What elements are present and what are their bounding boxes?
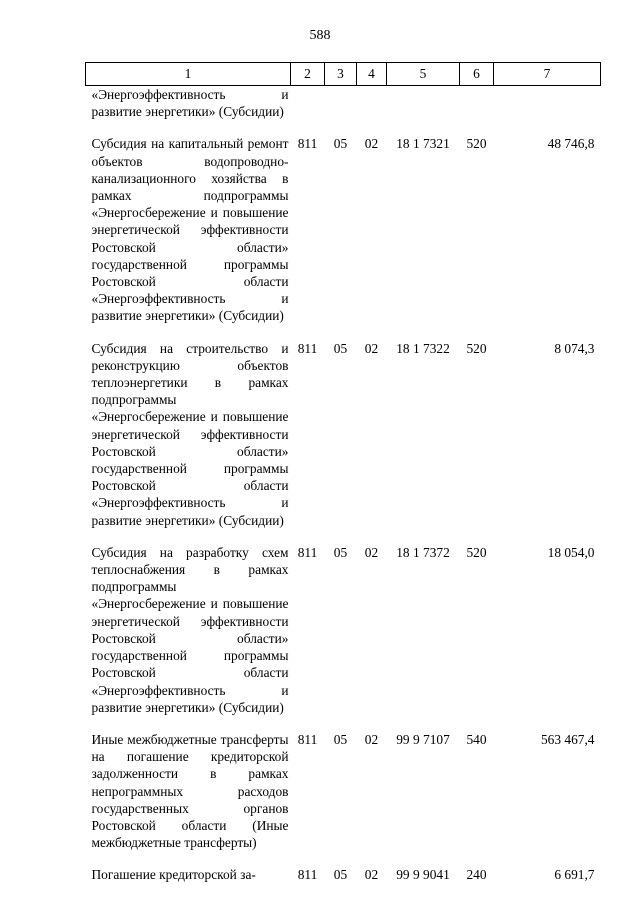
row-amount: 48 746,8 — [547, 136, 595, 152]
header-col-2: 2 — [291, 63, 325, 86]
table-row — [86, 340, 601, 544]
row-section: 05 — [333, 340, 348, 356]
table-row — [86, 544, 601, 731]
row-amount: 18 054,0 — [547, 544, 595, 560]
row-target-article: 18 1 7322 — [396, 340, 450, 356]
row-amount: 8 074,3 — [554, 340, 595, 356]
row-ministry-code: 811 — [297, 731, 318, 747]
row-target-article: 99 9 7107 — [396, 731, 450, 747]
row-target-article: 18 1 7321 — [396, 136, 450, 152]
row-section: 05 — [333, 731, 348, 747]
header-col-1: 1 — [86, 63, 291, 86]
row-name: Иные межбюджетные трансферты на погашение кредиторской задолженности в рамках непрограммных расходов государственных органов Ростовской области (Иные межбюджетные трансферты) — [91, 731, 289, 851]
row-name: Погашение кредиторской за- — [91, 867, 256, 883]
header-col-5: 5 — [387, 63, 460, 86]
row-section — [325, 86, 357, 136]
row-subsection: 02 — [364, 867, 379, 883]
row-target-article: 18 1 7372 — [396, 544, 450, 560]
row-expense-type: 520 — [466, 136, 487, 152]
row-section: 05 — [333, 544, 348, 560]
row-name: Субсидия на строительство и реконструкцию объектов теплоэнергетики в рамках подпрограммы «Энергосбережение и повышение энергетической эффективности Ростовской области» государственной программы Ростовской области «Энергоэффективность и развитие энергетики» (Субсидии) — [91, 340, 289, 528]
row-name: «Энергоэффективность и развитие энергетики» (Субсидии) — [91, 87, 289, 120]
row-amount: 6 691,7 — [554, 867, 595, 883]
row-ministry-code: 811 — [297, 544, 318, 560]
table-row — [86, 866, 601, 883]
table-row — [86, 135, 601, 339]
row-subsection: 02 — [364, 340, 379, 356]
table-row — [86, 731, 601, 866]
row-target-article: 99 9 9041 — [396, 867, 450, 883]
row-name: Субсидия на разработку схем теплоснабжения в рамках подпрограммы «Энергосбережение и повышение энергетической эффективности Ростовской области» государственной программы Ростовской области «Энергоэффективность и развитие энергетики» (Субсидии) — [91, 544, 289, 715]
row-name: Субсидия на капитальный ремонт объектов водопроводно-канализационного хозяйства в рамках подпрограммы «Энергосбережение и повышение энергетической эффективности Ростовской области» государственной программы Ростовской области «Энергоэффективность и развитие энергетики» (Субсидии) — [91, 136, 289, 324]
row-subsection: 02 — [364, 136, 379, 152]
row-ministry-code: 811 — [297, 136, 318, 152]
table-header-row — [86, 63, 601, 86]
row-subsection: 02 — [364, 731, 379, 747]
row-subsection: 02 — [364, 544, 379, 560]
row-target-article — [387, 86, 460, 136]
row-amount: 563 467,4 — [540, 731, 595, 747]
budget-table — [85, 62, 601, 884]
row-expense-type: 520 — [466, 544, 487, 560]
row-ministry-code: 811 — [297, 867, 318, 883]
row-expense-type: 540 — [466, 731, 487, 747]
table-row — [86, 86, 601, 136]
row-subsection — [357, 86, 387, 136]
row-section: 05 — [333, 136, 348, 152]
row-ministry-code — [291, 86, 325, 136]
page-number: 588 — [309, 28, 331, 43]
row-ministry-code: 811 — [297, 340, 318, 356]
header-col-6: 6 — [460, 63, 494, 86]
row-expense-type: 520 — [466, 340, 487, 356]
header-col-4: 4 — [357, 63, 387, 86]
row-section: 05 — [333, 867, 348, 883]
header-col-3: 3 — [325, 63, 357, 86]
header-col-7: 7 — [494, 63, 601, 86]
row-expense-type: 240 — [466, 867, 487, 883]
row-amount — [494, 86, 601, 136]
row-expense-type — [460, 86, 494, 136]
